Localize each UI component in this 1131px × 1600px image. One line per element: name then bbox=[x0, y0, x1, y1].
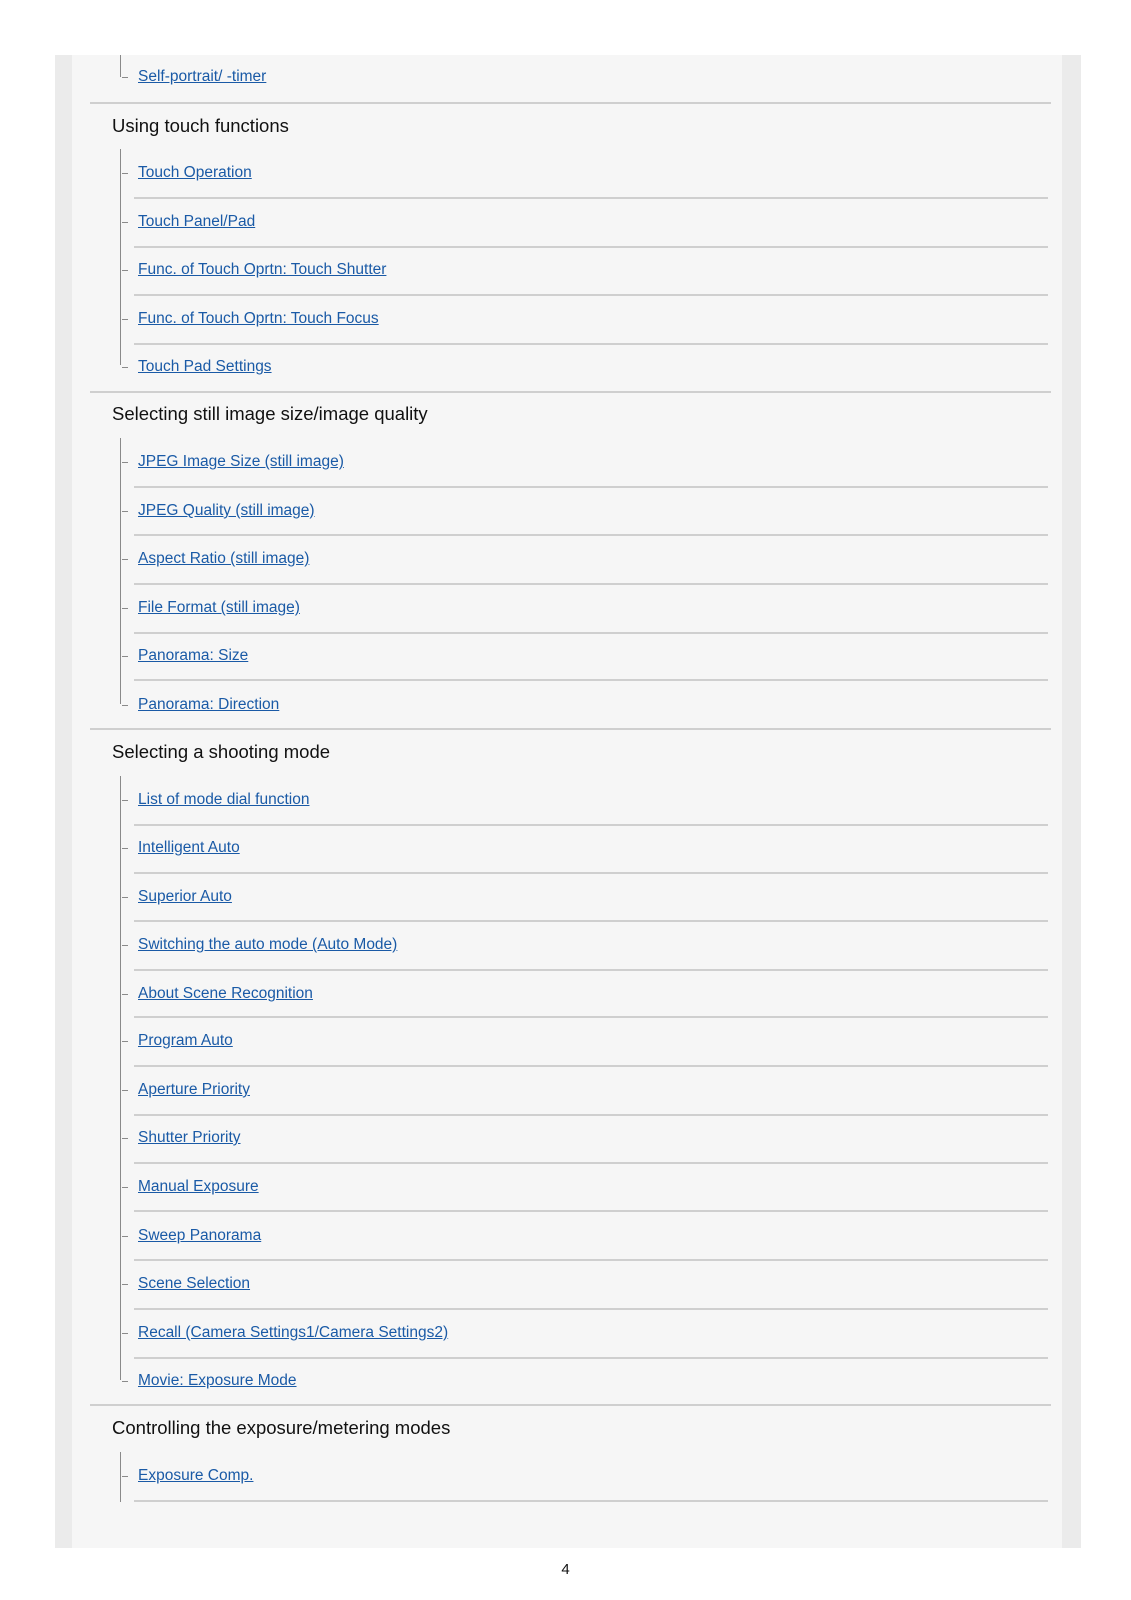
tree-branch-line bbox=[120, 55, 121, 77]
section-title-touch-functions: Using touch functions bbox=[112, 115, 289, 136]
toc-link-manual-exposure[interactable]: Manual Exposure bbox=[138, 1178, 259, 1195]
item-separator bbox=[134, 486, 1048, 488]
tree-tick bbox=[122, 1090, 128, 1091]
toc-link-touch-focus[interactable]: Func. of Touch Oprtn: Touch Focus bbox=[138, 310, 379, 327]
toc-link-touch-pad-settings[interactable]: Touch Pad Settings bbox=[138, 358, 272, 375]
item-separator bbox=[134, 969, 1048, 971]
tree-tick bbox=[122, 367, 128, 368]
toc-link-switching-auto-mode[interactable]: Switching the auto mode (Auto Mode) bbox=[138, 936, 398, 953]
toc-link-exposure-comp[interactable]: Exposure Comp. bbox=[138, 1467, 254, 1484]
tree-tick bbox=[122, 462, 128, 463]
toc-link-mode-dial-function[interactable]: List of mode dial function bbox=[138, 791, 310, 808]
section-separator bbox=[90, 391, 1051, 393]
item-separator bbox=[134, 583, 1048, 585]
page-number: 4 bbox=[561, 1561, 570, 1578]
tree-tick bbox=[122, 511, 128, 512]
item-separator bbox=[134, 197, 1048, 199]
section-title-exposure-metering: Controlling the exposure/metering modes bbox=[112, 1417, 451, 1438]
item-separator bbox=[134, 679, 1048, 681]
toc-link-file-format[interactable]: File Format (still image) bbox=[138, 599, 300, 616]
tree-branch-line bbox=[120, 1452, 121, 1502]
section-separator bbox=[90, 102, 1051, 104]
toc-link-aspect-ratio[interactable]: Aspect Ratio (still image) bbox=[138, 550, 310, 567]
toc-link-panorama-direction[interactable]: Panorama: Direction bbox=[138, 696, 280, 713]
tree-branch-line bbox=[120, 149, 121, 365]
tree-tick bbox=[122, 1138, 128, 1139]
toc-link-self-portrait-timer[interactable]: Self-portrait/ -timer bbox=[138, 68, 267, 85]
item-separator bbox=[134, 1357, 1048, 1359]
toc-content bbox=[72, 55, 1062, 1548]
page-sheet bbox=[55, 55, 1081, 1548]
toc-link-shutter-priority[interactable]: Shutter Priority bbox=[138, 1129, 241, 1146]
section-separator bbox=[90, 728, 1051, 730]
item-separator bbox=[134, 1500, 1048, 1502]
tree-tick bbox=[122, 319, 128, 320]
item-separator bbox=[134, 920, 1048, 922]
item-separator bbox=[134, 1210, 1048, 1212]
item-separator bbox=[134, 294, 1048, 296]
tree-branch-line bbox=[120, 438, 121, 704]
toc-link-touch-panel-pad[interactable]: Touch Panel/Pad bbox=[138, 213, 256, 230]
toc-link-recall-camera-settings[interactable]: Recall (Camera Settings1/Camera Settings2) bbox=[138, 1324, 449, 1341]
section-separator bbox=[90, 1404, 1051, 1406]
toc-link-intelligent-auto[interactable]: Intelligent Auto bbox=[138, 839, 240, 856]
toc-link-jpeg-quality[interactable]: JPEG Quality (still image) bbox=[138, 502, 315, 519]
item-separator bbox=[134, 872, 1048, 874]
tree-tick bbox=[122, 1381, 128, 1382]
tree-tick bbox=[122, 656, 128, 657]
item-separator bbox=[134, 824, 1048, 826]
toc-link-scene-recognition[interactable]: About Scene Recognition bbox=[138, 985, 313, 1002]
tree-tick bbox=[122, 897, 128, 898]
tree-tick bbox=[122, 1236, 128, 1237]
item-separator bbox=[134, 1016, 1048, 1018]
tree-tick bbox=[122, 77, 128, 78]
item-separator bbox=[134, 632, 1048, 634]
tree-tick bbox=[122, 1476, 128, 1477]
toc-link-panorama-size[interactable]: Panorama: Size bbox=[138, 647, 249, 664]
item-separator bbox=[134, 1065, 1048, 1067]
tree-tick bbox=[122, 173, 128, 174]
item-separator bbox=[134, 1259, 1048, 1261]
tree-tick bbox=[122, 1187, 128, 1188]
tree-tick bbox=[122, 1284, 128, 1285]
item-separator bbox=[134, 246, 1048, 248]
tree-tick bbox=[122, 270, 128, 271]
section-title-shooting-mode: Selecting a shooting mode bbox=[112, 741, 331, 762]
item-separator bbox=[134, 1308, 1048, 1310]
tree-tick bbox=[122, 608, 128, 609]
tree-tick bbox=[122, 222, 128, 223]
tree-tick bbox=[122, 994, 128, 995]
toc-link-jpeg-image-size[interactable]: JPEG Image Size (still image) bbox=[138, 453, 344, 470]
tree-branch-line bbox=[120, 776, 121, 1380]
section-title-image-size-quality: Selecting still image size/image quality bbox=[112, 403, 428, 424]
item-separator bbox=[134, 1162, 1048, 1164]
toc-link-scene-selection[interactable]: Scene Selection bbox=[138, 1275, 251, 1292]
tree-tick bbox=[122, 848, 128, 849]
item-separator bbox=[134, 534, 1048, 536]
toc-link-touch-operation[interactable]: Touch Operation bbox=[138, 164, 252, 181]
tree-tick bbox=[122, 1333, 128, 1334]
tree-tick bbox=[122, 945, 128, 946]
toc-link-touch-shutter[interactable]: Func. of Touch Oprtn: Touch Shutter bbox=[138, 261, 387, 278]
tree-tick bbox=[122, 800, 128, 801]
tree-tick bbox=[122, 559, 128, 560]
toc-link-movie-exposure-mode[interactable]: Movie: Exposure Mode bbox=[138, 1372, 297, 1389]
tree-tick bbox=[122, 705, 128, 706]
item-separator bbox=[134, 1114, 1048, 1116]
toc-link-superior-auto[interactable]: Superior Auto bbox=[138, 888, 232, 905]
item-separator bbox=[134, 343, 1048, 345]
tree-tick bbox=[122, 1041, 128, 1042]
toc-link-program-auto[interactable]: Program Auto bbox=[138, 1032, 233, 1049]
toc-link-aperture-priority[interactable]: Aperture Priority bbox=[138, 1081, 250, 1098]
toc-link-sweep-panorama[interactable]: Sweep Panorama bbox=[138, 1227, 262, 1244]
